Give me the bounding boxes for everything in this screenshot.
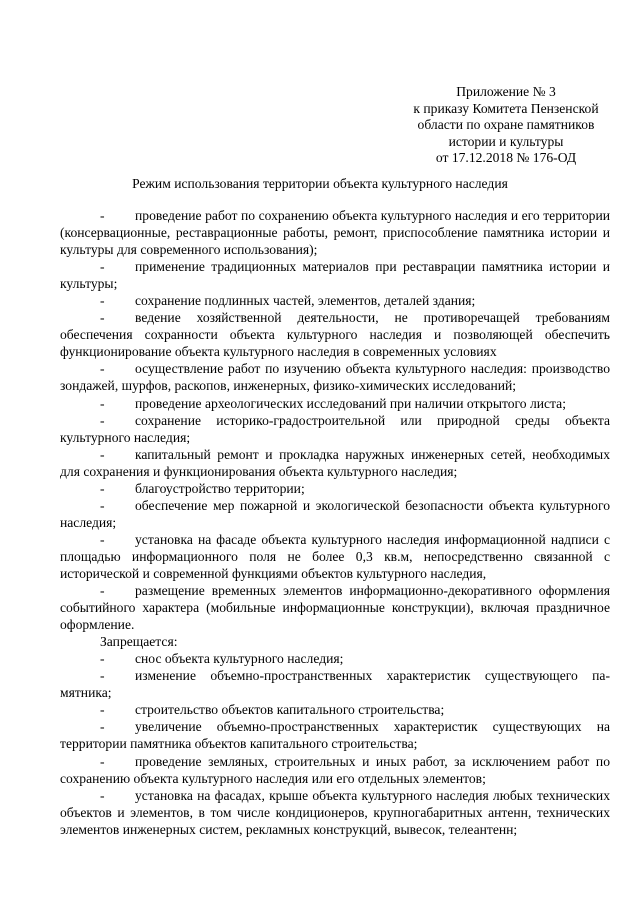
list-dash: - [100, 719, 105, 735]
list-item: - ведение хозяйственной деятельности, не противоречащей требованиям обеспечения сохранности объекта культурного наследия и позволяющей обеспечить функционирование объекта культурного наследия в современных условиях [60, 310, 610, 360]
list-dash: - [100, 702, 105, 718]
list-dash: - [100, 531, 105, 547]
list-item: - изменение объемно-пространственных характеристик существующего па-мятника; [60, 668, 610, 701]
list-item: - капитальный ремонт и прокладка наружных инженерных сетей, необходимых для сохранения и функционирования объекта культурного наследия; [60, 446, 610, 479]
appendix-line: истории и культуры [448, 133, 564, 149]
document-title: Режим использования территории объекта культурного наследия [132, 176, 508, 191]
list-dash: - [100, 361, 105, 377]
list-dash: - [100, 259, 105, 275]
list-dash: - [100, 310, 105, 326]
list-dash: - [100, 668, 105, 684]
list-dash: - [100, 787, 105, 803]
list-item: - снос объекта культурного наследия; [60, 650, 610, 667]
list-item: - благоустройство территории; [60, 480, 610, 497]
list-item: - осуществление работ по изучению объекта культурного наследия: производство зондажей, шурфов, раскопов, инженерных, физико-химических исследований; [60, 361, 610, 394]
list-item: - установка на фасадах, крыше объекта культурного наследия любых технических объектов и элементов, в том числе кондиционеров, крупногабаритных антенн, технических элементов инженерных систем, рекламных конструкций, вывесок, телеантенн; [60, 787, 610, 837]
appendix-line: к приказу Комитета Пензенской [413, 100, 599, 116]
list-dash: - [100, 446, 105, 462]
list-dash: - [100, 412, 105, 428]
list-dash: - [100, 753, 105, 769]
appendix-line: Приложение № 3 [456, 84, 556, 99]
document-body [60, 207, 610, 838]
list-item: - проведение археологических исследований при наличии открытого листа; [60, 395, 610, 412]
list-dash: - [100, 293, 105, 309]
list-dash: - [100, 583, 105, 599]
list-dash: - [100, 480, 105, 496]
list-dash: - [100, 651, 105, 667]
appendix-line: от 17.12.2018 № 176-ОД [435, 150, 577, 165]
list-item: - размещение временных элементов информационно-декоративного оформления событийного характера (мобильные информационные конструкции), включая праздничное оформление. [60, 583, 610, 633]
list-item: - строительство объектов капитального строительства; [60, 701, 610, 718]
list-item: - сохранение историко-градостроительной или природной среды объекта культурного наследия; [60, 412, 610, 445]
list-dash: - [100, 395, 105, 411]
appendix-header [396, 84, 616, 167]
list-dash: - [100, 208, 105, 223]
list-item: - обеспечение мер пожарной и экологической безопасности объекта культурного наследия; [60, 497, 610, 530]
list-item: - проведение работ по сохранению объекта культурного наследия и его территории (консервационные, реставрационные работы, ремонт, приспособление памятника истории и культуры для современного использования); [60, 208, 610, 258]
list-item: - применение традиционных материалов при реставрации памятника истории и культуры; [60, 259, 610, 292]
list-item: - сохранение подлинных частей, элементов, деталей здания; [60, 292, 610, 309]
appendix-line: области по охране памятников [417, 117, 595, 132]
prohibited-heading: Запрещается: [100, 634, 178, 650]
list-item: - проведение земляных, строительных и иных работ, за исключением работ по сохранению объекта культурного наследия или его отдельных элементов; [60, 753, 610, 786]
list-dash: - [100, 497, 105, 513]
list-item: - увеличение объемно-пространственных характеристик существующих на территории памятника объектов капитального строительства; [60, 719, 610, 752]
list-item: - установка на фасаде объекта культурного наследия информационной надписи с площадью информационного поля не более 0,3 кв.м, непосредственно связанной с исторической и современной функциями объектов культурного наследия, [60, 531, 610, 581]
